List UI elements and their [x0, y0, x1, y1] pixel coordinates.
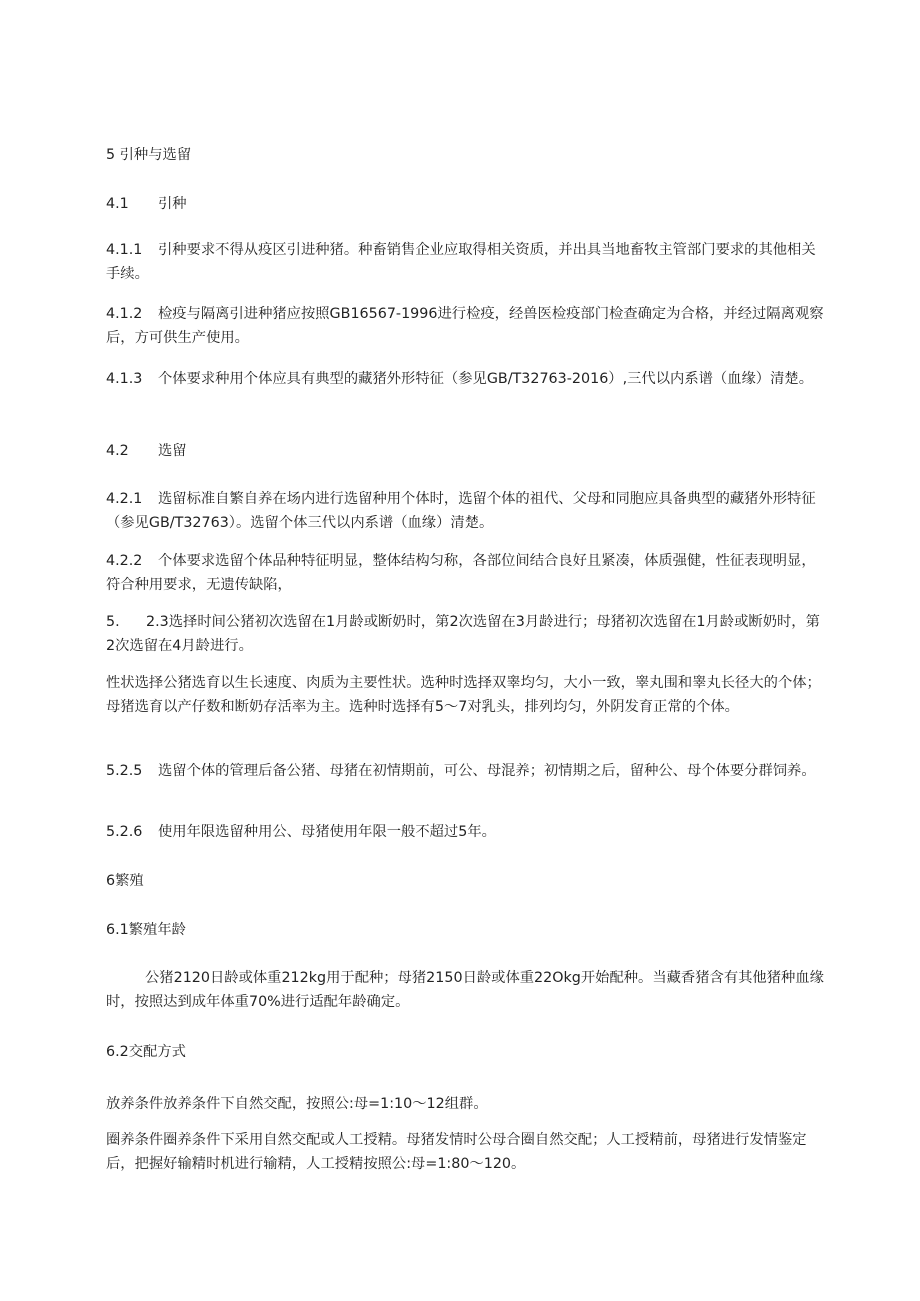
- clause-4-1-3: [106, 367, 826, 391]
- section-number: 4.1: [106, 196, 129, 212]
- clause-text: 2.3选择时间公猪初次选留在1月龄或断奶时，第2次选留在3月龄进行；母猪初次选留在1月龄或断奶时，第2次选留在4月龄进行。: [106, 614, 820, 654]
- clause-4-1-2: [106, 302, 826, 350]
- free-range-paragraph: [106, 1092, 826, 1116]
- penned-paragraph: [106, 1128, 826, 1176]
- clause-number: 5.: [106, 614, 120, 630]
- clause-text: 引种要求不得从疫区引进种猪。种畜销售企业应取得相关资质，并出具当地畜牧主管部门要求的其他相关手续。: [106, 242, 816, 282]
- section-heading-5: [106, 143, 826, 167]
- clause-4-1-1: [106, 238, 826, 286]
- section-heading-6: [106, 869, 826, 893]
- trait-selection-paragraph: [106, 671, 826, 719]
- section-number: 4.2: [106, 443, 129, 459]
- section-heading-4-2: [106, 439, 826, 463]
- section-heading-4-1: [106, 192, 826, 216]
- clause-5-2-5: [106, 759, 826, 783]
- clause-number: 4.1.3: [106, 371, 143, 387]
- clause-number: 5.2.5: [106, 763, 143, 779]
- clause-text: 个体要求种用个体应具有典型的藏猪外形特征（参见GB/T32763-2016）,三代以内系谱（血缘）清楚。: [158, 371, 813, 387]
- paragraph-text: 性状选择公猪选育以生长速度、肉质为主要性状。选种时选择双睾均匀，大小一致，睾丸围和睾丸长径大的个体；母猪选育以产仔数和断奶存活率为主。选种时选择有5〜7对乳头，排列均匀，外阴发育正常的个体。: [106, 675, 821, 715]
- clause-4-2-1: [106, 487, 826, 535]
- paragraph-text: 公猪2120日龄或体重212kg用于配种；母猪2150日龄或体重22Okg开始配种。当藏香猪含有其他猪种血缘时，按照达到成年体重70%进行适配年龄确定。: [106, 970, 824, 1010]
- clause-number: 4.1.2: [106, 306, 143, 322]
- clause-5-2-6: [106, 820, 826, 844]
- section-heading-6-1: [106, 918, 826, 942]
- clause-text: 选留个体的管理后备公猪、母猪在初情期前，可公、母混养；初情期之后，留种公、母个体要分群饲养。: [158, 763, 816, 779]
- heading-text: 引种: [158, 196, 187, 212]
- breeding-age-paragraph: [106, 966, 826, 1014]
- heading-text: 选留: [158, 443, 187, 459]
- clause-5-2-3: [106, 610, 826, 658]
- clause-number: 4.1.1: [106, 242, 143, 258]
- clause-4-2-2: [106, 549, 826, 597]
- clause-text: 个体要求选留个体品种特征明显，整体结构匀称，各部位间结合良好且紧凑，体质强健，性征表现明显，符合种用要求，无遗传缺陷，: [106, 553, 816, 593]
- heading-text: 6.1繁殖年龄: [106, 922, 186, 938]
- paragraph-text: 圈养条件圈养条件下采用自然交配或人工授精。母猪发情时公母合圈自然交配；人工授精前，母猪进行发情鉴定后，把握好输精时机进行输精，人工授精按照公:母=1:80〜120。: [106, 1132, 807, 1172]
- clause-text: 选留标准自繁自养在场内进行选留种用个体时，选留个体的祖代、父母和同胞应具备典型的藏猪外形特征（参见GB/T32763）。选留个体三代以内系谱（血缘）清楚。: [106, 491, 816, 531]
- clause-number: 4.2.1: [106, 491, 143, 507]
- section-heading-6-2: [106, 1040, 826, 1064]
- heading-text: 6.2交配方式: [106, 1044, 186, 1060]
- clause-text: 检疫与隔离引进种猪应按照GB16567-1996进行检疫，经兽医检疫部门检查确定为合格，并经过隔离观察后，方可供生产使用。: [106, 306, 824, 346]
- clause-number: 5.2.6: [106, 824, 143, 840]
- clause-text: 使用年限选留种用公、母猪使用年限一般不超过5年。: [158, 824, 496, 840]
- heading-text: 5 引种与选留: [106, 147, 192, 163]
- heading-text: 6繁殖: [106, 873, 144, 889]
- paragraph-text: 放养条件放养条件下自然交配，按照公:母=1:10〜12组群。: [106, 1096, 488, 1112]
- clause-number: 4.2.2: [106, 553, 143, 569]
